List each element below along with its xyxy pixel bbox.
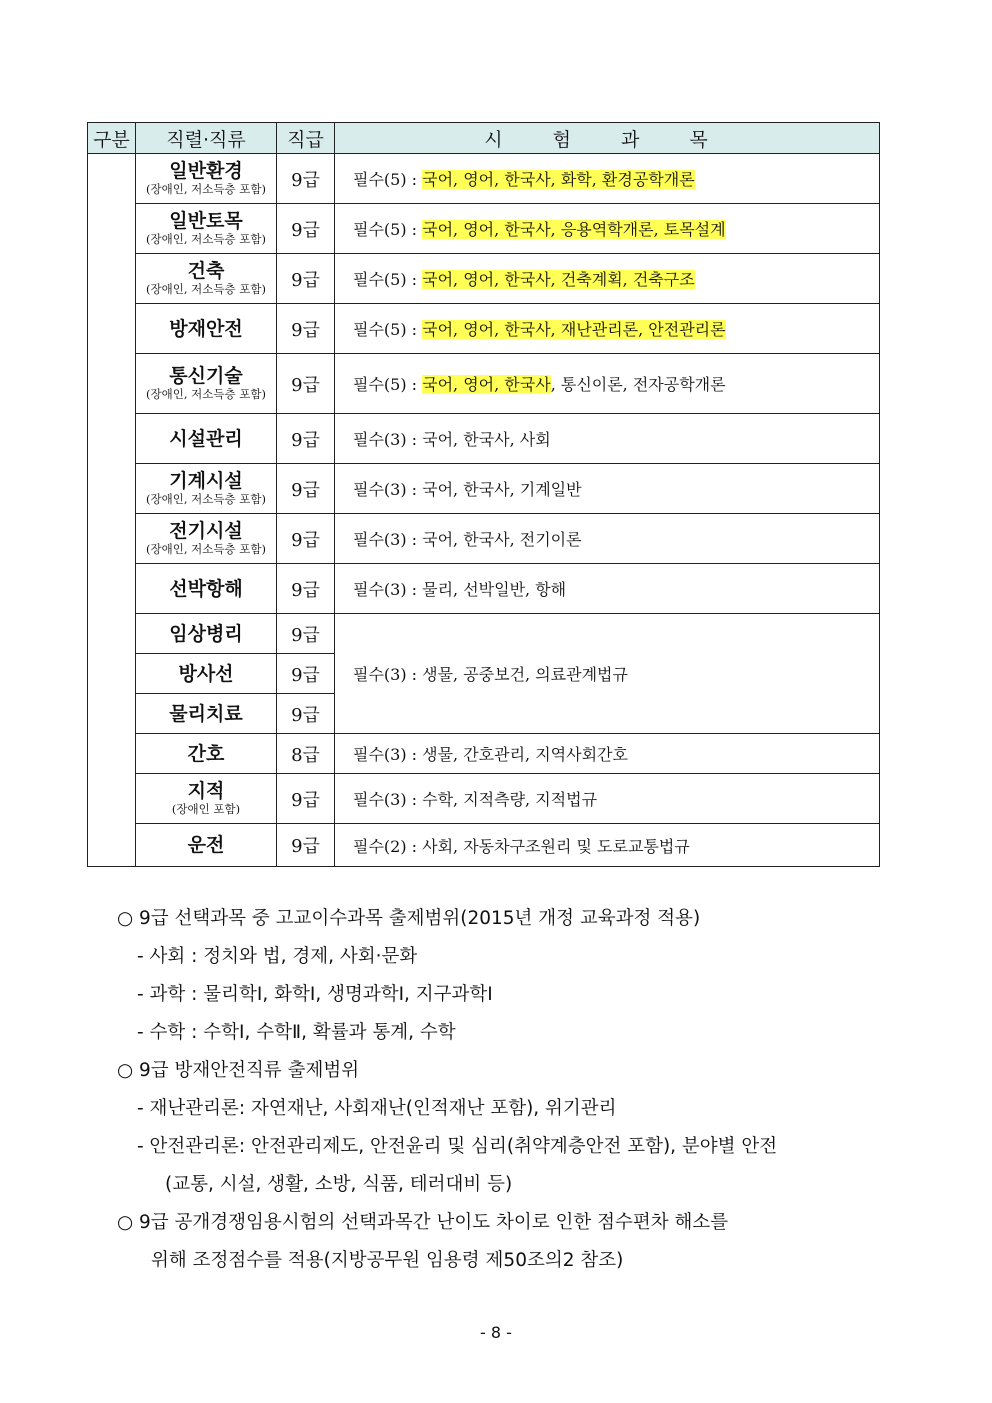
note-dash: - 사회 : 정치와 법, 경제, 사회·문화: [137, 946, 418, 967]
page-number: - 8 -: [480, 1323, 512, 1342]
header-category: 구분: [88, 123, 136, 154]
subjects-prefix: 필수(3) :: [353, 530, 423, 549]
job-name: 시설관리: [169, 427, 243, 450]
job-series-cell: [136, 354, 277, 414]
job-series-cell: [136, 564, 277, 614]
subjects-cell: [335, 354, 880, 414]
subjects-highlighted: 국어, 영어, 한국사, 화학, 환경공학개론: [422, 170, 695, 189]
job-series-cell: [136, 614, 277, 654]
subjects-prefix: 필수(5) :: [353, 375, 423, 394]
subjects-cell: [335, 414, 880, 464]
job-series-cell: [136, 654, 277, 694]
job-series-cell: [136, 824, 277, 867]
header-exam-subjects: 시 험 과 목: [335, 123, 880, 154]
subjects-prefix: 필수(5) :: [353, 220, 423, 239]
grade-cell: 9급: [277, 514, 335, 564]
note-bullet-1: ○ 9급 선택과목 중 고교이수과목 출제범위(2015년 개정 교육과정 적용): [117, 908, 701, 929]
job-eligibility-note: (장애인, 저소득층 포함): [146, 387, 266, 401]
subjects-cell: [335, 154, 880, 204]
subjects-cell: [335, 774, 880, 824]
note-dash: - 수학 : 수학Ⅰ, 수학Ⅱ, 확률과 통계, 수학: [137, 1022, 456, 1043]
table-row: [88, 824, 880, 867]
subjects-prefix: 필수(3) :: [353, 580, 423, 599]
subjects-text: 사회, 자동차구조원리 및 도로교통법규: [422, 836, 690, 856]
job-series-cell: [136, 694, 277, 734]
subjects-prefix: 필수(5) :: [353, 170, 423, 189]
job-series-cell: [136, 774, 277, 824]
grade-cell: 9급: [277, 414, 335, 464]
table-header-row: [88, 123, 880, 154]
subjects-cell: [335, 254, 880, 304]
subjects-cell: [335, 514, 880, 564]
grade-cell: 9급: [277, 204, 335, 254]
table-row: [88, 354, 880, 414]
note-dash: - 과학 : 물리학Ⅰ, 화학Ⅰ, 생명과학Ⅰ, 지구과학Ⅰ: [137, 984, 493, 1005]
job-series-cell: [136, 204, 277, 254]
note-bullet-continuation: 위해 조정점수를 적용(지방공무원 임용령 제50조의2 참조): [151, 1250, 624, 1271]
subjects-text: 국어, 한국사, 기계일반: [422, 480, 582, 499]
job-name: 임상병리: [169, 622, 243, 645]
job-name: 전기시설: [169, 520, 243, 542]
job-name: 기계시설: [169, 470, 243, 492]
header-job-series: 직렬·직류: [136, 123, 277, 154]
table-row: [88, 304, 880, 354]
job-name: 일반토목: [169, 210, 243, 232]
subjects-text: 국어, 한국사, 사회: [422, 430, 551, 449]
note-bullet-3: ○ 9급 공개경쟁임용시험의 선택과목간 난이도 차이로 인한 점수편차 해소를: [117, 1212, 729, 1233]
subjects-highlighted: 국어, 영어, 한국사, 재난관리론, 안전관리론: [422, 320, 726, 339]
table-row: [88, 734, 880, 774]
subjects-prefix: 필수(3) :: [353, 745, 423, 764]
grade-cell: 9급: [277, 354, 335, 414]
job-name: 운전: [187, 834, 225, 856]
note-bullet-2: ○ 9급 방재안전직류 출제범위: [117, 1060, 360, 1081]
subjects-highlighted: 국어, 영어, 한국사: [422, 375, 551, 394]
subjects-highlighted: 국어, 영어, 한국사, 건축계획, 건축구조: [422, 270, 695, 289]
job-eligibility-note: (장애인, 저소득층 포함): [146, 492, 266, 506]
job-series-cell: [136, 734, 277, 774]
subjects-prefix: 필수(3) :: [353, 430, 423, 449]
note-dash: - 재난관리론: 자연재난, 사회재난(인적재난 포함), 위기관리: [137, 1098, 617, 1119]
category-cell: [88, 154, 136, 867]
table-row: [88, 464, 880, 514]
job-eligibility-note: (장애인, 저소득층 포함): [146, 232, 266, 246]
table-row: [88, 414, 880, 464]
job-name: 일반환경: [169, 160, 243, 182]
grade-cell: 9급: [277, 614, 335, 654]
grade-cell: 9급: [277, 694, 335, 734]
subjects-cell: [335, 824, 880, 867]
subjects-prefix: 필수(2) :: [353, 836, 423, 856]
subjects-text: 생물, 간호관리, 지역사회간호: [422, 745, 628, 764]
table-row: [88, 564, 880, 614]
table-row: [88, 614, 880, 654]
subjects-prefix: 필수(5) :: [353, 320, 423, 339]
grade-cell: 9급: [277, 154, 335, 204]
job-name: 선박항해: [169, 577, 243, 600]
table-row: [88, 514, 880, 564]
exam-subjects-table: [87, 122, 880, 867]
subjects-cell: [335, 304, 880, 354]
job-name: 방재안전: [169, 317, 243, 340]
grade-cell: 9급: [277, 304, 335, 354]
grade-cell: 9급: [277, 654, 335, 694]
subjects-prefix: 필수(3) :: [353, 790, 423, 809]
subjects-text: 국어, 한국사, 전기이론: [422, 530, 582, 549]
job-eligibility-note: (장애인, 저소득층 포함): [146, 542, 266, 556]
subjects-highlighted: 국어, 영어, 한국사, 응용역학개론, 토목설계: [422, 220, 726, 239]
job-eligibility-note: (장애인 포함): [171, 802, 241, 816]
header-grade: 직급: [277, 123, 335, 154]
table-row: [88, 774, 880, 824]
subjects-cell: [335, 204, 880, 254]
subjects-cell-merged: 필수(3) : 생물, 공중보건, 의료관계법규: [335, 614, 880, 734]
subjects-text: 물리, 선박일반, 항해: [422, 580, 567, 599]
table-body: [88, 154, 880, 867]
job-name: 물리치료: [169, 702, 243, 725]
job-series-cell: [136, 154, 277, 204]
subjects-cell: [335, 564, 880, 614]
job-name: 간호: [187, 742, 225, 765]
job-series-cell: [136, 304, 277, 354]
table-row: [88, 254, 880, 304]
note-dash-continuation: (교통, 시설, 생활, 소방, 식품, 테러대비 등): [165, 1174, 513, 1195]
notes-section: [117, 900, 907, 1280]
table-row: [88, 204, 880, 254]
job-series-cell: [136, 514, 277, 564]
subjects-prefix: 필수(5) :: [353, 270, 423, 289]
job-name: 통신기술: [169, 365, 243, 387]
grade-cell: 9급: [277, 824, 335, 867]
subjects-cell: [335, 734, 880, 774]
job-name: 지적: [187, 780, 225, 802]
subjects-text: , 통신이론, 전자공학개론: [550, 375, 726, 394]
subjects-text: 수학, 지적측량, 지적법규: [422, 790, 598, 809]
note-dash: - 안전관리론: 안전관리제도, 안전윤리 및 심리(취약계층안전 포함), 분야별 안전: [137, 1136, 778, 1157]
job-series-cell: [136, 464, 277, 514]
table-row: [88, 154, 880, 204]
grade-cell: 9급: [277, 254, 335, 304]
subjects-cell: [335, 464, 880, 514]
subjects-prefix: 필수(3) :: [353, 480, 423, 499]
job-name: 건축: [187, 260, 225, 282]
grade-cell: 9급: [277, 564, 335, 614]
grade-cell: 8급: [277, 734, 335, 774]
grade-cell: 9급: [277, 464, 335, 514]
job-eligibility-note: (장애인, 저소득층 포함): [146, 182, 266, 196]
job-eligibility-note: (장애인, 저소득층 포함): [146, 282, 266, 296]
job-name: 방사선: [178, 662, 234, 685]
grade-cell: 9급: [277, 774, 335, 824]
job-series-cell: [136, 254, 277, 304]
job-series-cell: [136, 414, 277, 464]
